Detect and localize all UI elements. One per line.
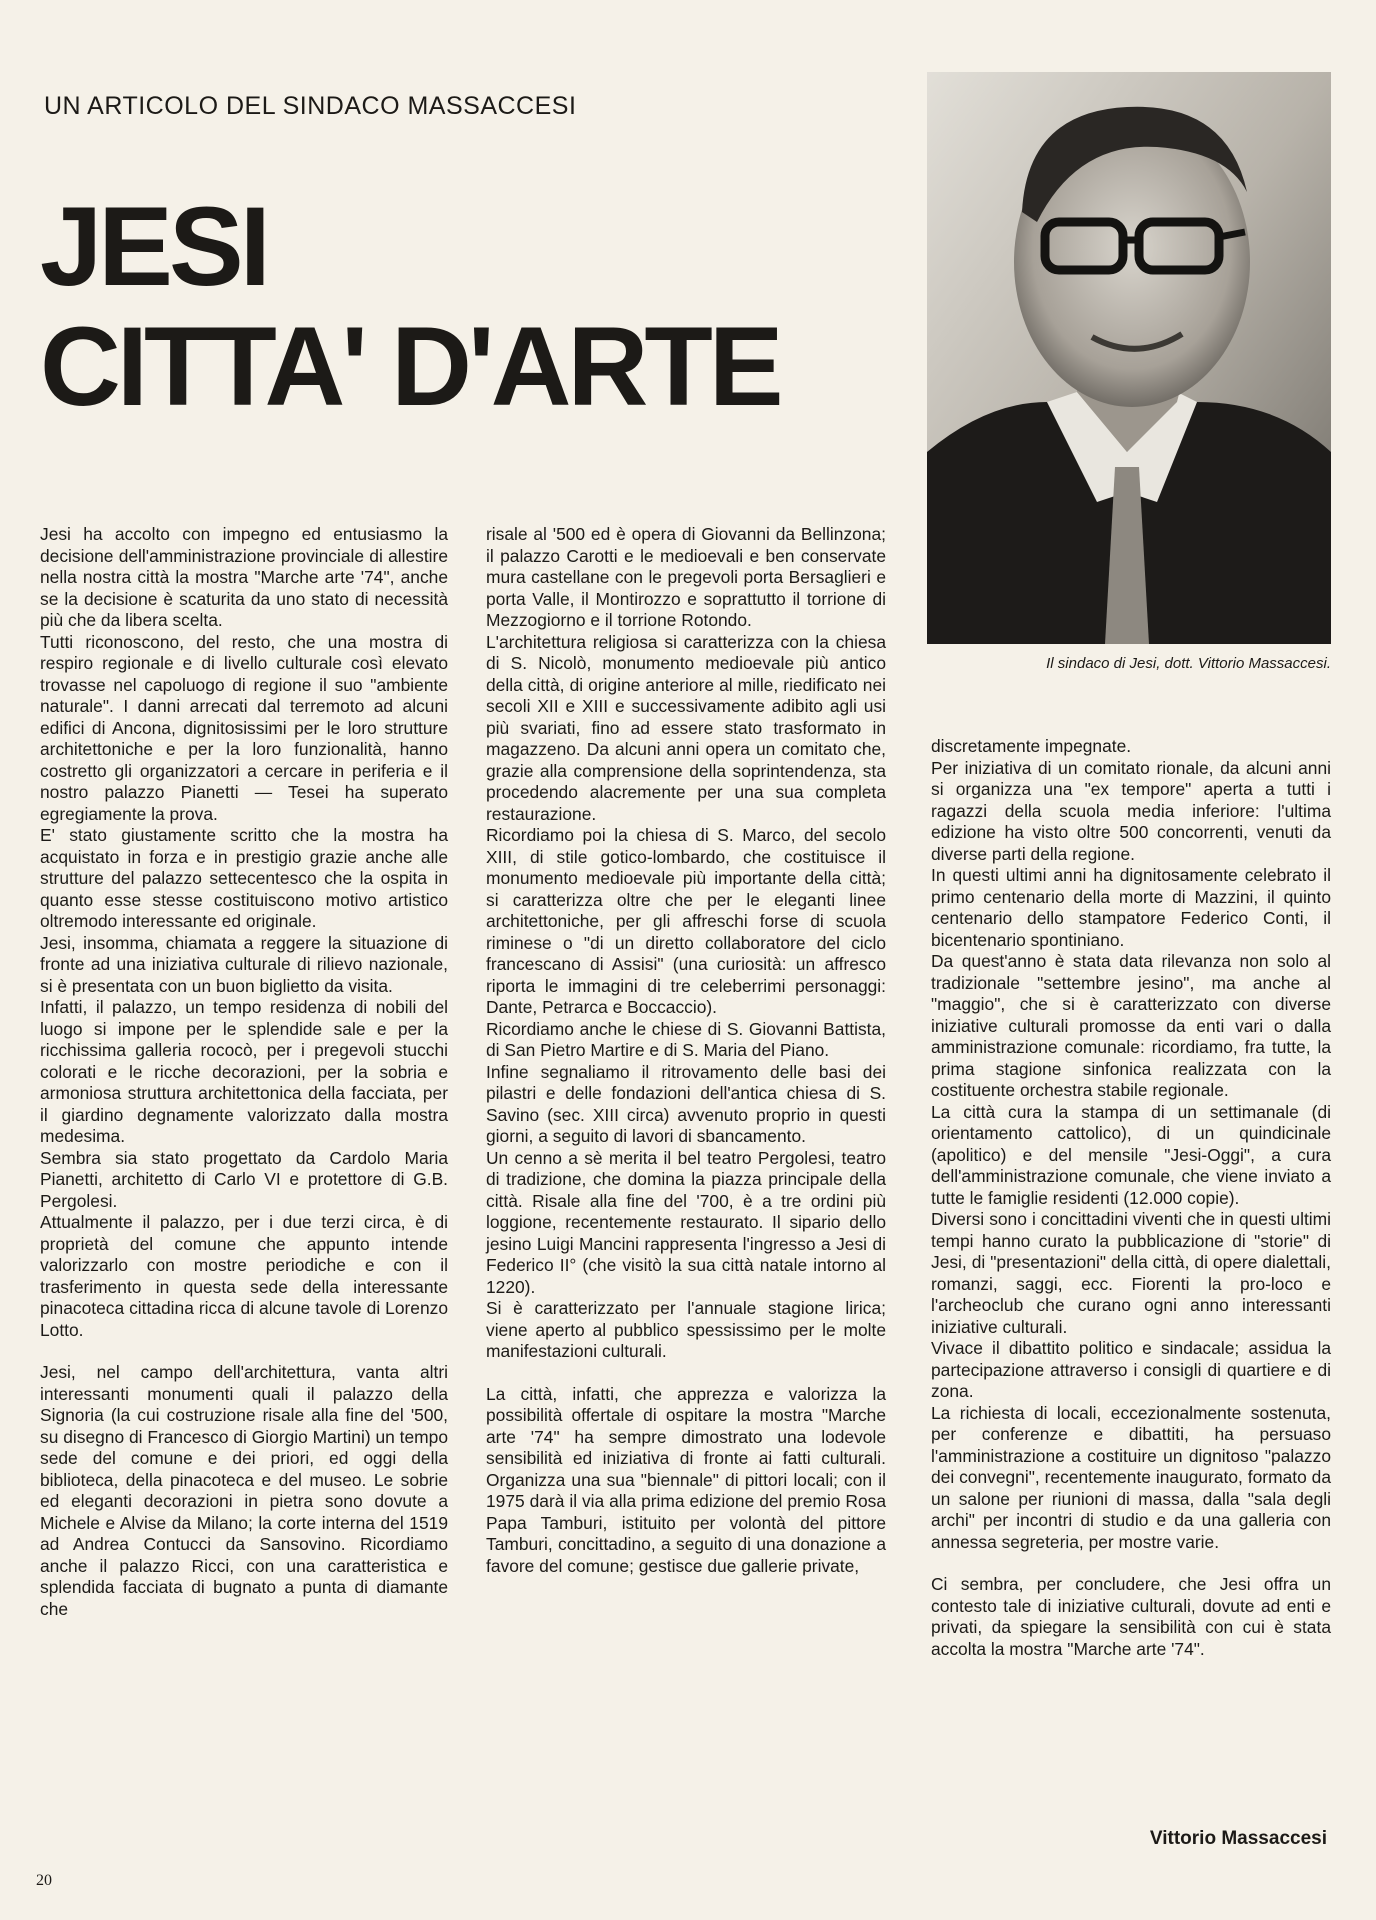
mayor-portrait-photo [927, 72, 1331, 644]
paragraph: Da quest'anno è stata data rilevanza non solo al tradizionale "settembre jesino", ma anche al "maggio", che si è caratterizzato con diverse iniziative culturali promosse da enti vari o dalla amministrazione comunale: ricordiamo, fra tutte, la prima stagione sinfonica realizzata con la costituente orchestra stabile regionale. [931, 951, 1331, 1100]
paragraph: Per iniziativa di un comitato rionale, da alcuni anni si organizza una "ex tempore" aperta a tutti i ragazzi della scuola media inferiore: l'ultima edizione ha visto oltre 500 concorrenti, venuti da diverse parti della regione. [931, 757, 1331, 864]
paragraph: L'architettura religiosa si caratterizza con la chiesa di S. Nicolò, monumento medioevale più antico della città, di origine anteriore al mille, riedificato nei secoli XII e XIII e successivamente adibito agli usi più svariati, fino ad essere stato trasformato in magazzeno. Da alcuni anni opera un comitato che, grazie alla comprensione della soprintendenza, sta procedendo alacremente per una sua completa restaurazione. [486, 631, 886, 824]
paragraph: Jesi ha accolto con impegno ed entusiasmo la decisione dell'amministrazione provinciale di allestire nella nostra città la mostra "Marche arte '74", anche se la decisione è scaturita da uno stato di necessità più che da libera scelta. [40, 524, 448, 630]
paragraph: Un cenno a sè merita il bel teatro Pergolesi, teatro di tradizione, che domina la piazza principale della città. Risale alla fine del '700, è a tre ordini più loggione, recentemente restaurato. Il sipario dello jesino Luigi Mancini rappresenta l'ingresso a Jesi di Federico II° (che visitò la sua città natale intorno al 1220). [486, 1147, 886, 1297]
paragraph: Ricordiamo anche le chiese di S. Giovanni Battista, di San Pietro Martire e di S. Maria del Piano. [486, 1018, 886, 1060]
article-column-3 [931, 736, 1331, 1660]
page-number: 20 [36, 1872, 52, 1889]
paragraph: La città, infatti, che apprezza e valorizza la possibilità offertale di ospitare la mostra "Marche arte '74" ha sempre dimostrato una lodevole sensibilità ed iniziativa di fronte ai fatti culturali. Organizza una sua "biennale" di pittori locali; con il 1975 darà il via alla prima edizione del premio Rosa Papa Tamburi, istituito per volontà del pittore Tamburi, concittadino, a seguito di una donazione a favore del comune; gestisce due gallerie private, [486, 1383, 886, 1576]
paragraph: In questi ultimi anni ha dignitosamente celebrato il primo centenario della morte di Mazzini, il quinto centenario dello stampatore Federico Conti, il bicentenario spontiniano. [931, 865, 1331, 950]
paragraph: La città cura la stampa di un settimanale (di orientamento cattolico), di un quindicinale (apolitico) e del mensile "Jesi-Oggi", a cura dell'amministrazione comunale, che viene inviato a tutte le famiglie residenti (12.000 copie). [931, 1101, 1331, 1208]
headline-line-1: JESI [40, 184, 267, 309]
headline-line-2: CITTA' D'ARTE [40, 304, 780, 430]
paragraph: Si è caratterizzato per l'annuale stagione lirica; viene aperto al pubblico spessissimo per le molte manifestazioni culturali. [486, 1298, 886, 1361]
paragraph: discretamente impegnate. [931, 736, 1132, 756]
photo-caption: Il sindaco di Jesi, dott. Vittorio Massaccesi. [1046, 655, 1331, 672]
paragraph: Infine segnaliamo il ritrovamento delle basi dei pilastri e delle fondazioni dell'antica chiesa di S. Savino (sec. XIII circa) avvenuto proprio in questi giorni, a seguito di lavori di sbancamento. [486, 1061, 886, 1146]
paragraph: risale al '500 ed è opera di Giovanni da Bellinzona; il palazzo Carotti e le medioevali e ben conservate mura castellane con le pregevoli porta Bersaglieri e porta Valle, il Montirozzo e soprattutto il torrione di Mezzogiorno e il torrione Rotondo. [486, 524, 886, 630]
article-headline [40, 184, 920, 430]
paragraph: Jesi, insomma, chiamata a reggere la situazione di fronte ad una iniziativa culturale di rilievo nazionale, si è presentata con un buon biglietto da visita. [40, 932, 448, 996]
author-signature: Vittorio Massaccesi [1149, 1828, 1327, 1849]
paragraph: Jesi, nel campo dell'architettura, vanta altri interessanti monumenti quali il palazzo della Signoria (la cui costruzione risale alla fine del '500, su disegno di Francesco di Giorgio Martini) un tempo sede del comune e dei priori, ed oggi della biblioteca, della pinacoteca e del museo. Le sobrie ed eleganti decorazioni in pietra sono dovute a Michele e Alvise da Milano; la corte interna del 1519 ad Andrea Contucci da Sansovino. Ricordiamo anche il palazzo Ricci, con una caratteristica e splendida facciata di bugnato a punta di diamante che [40, 1362, 448, 1619]
paragraph: Vivace il dibattito politico e sindacale; assidua la partecipazione attraverso i consigli di quartiere e di zona. [931, 1338, 1331, 1401]
paragraph: Infatti, il palazzo, un tempo residenza di nobili del luogo si impone per le splendide sale e per la ricchissima galleria rococò, per i pregevoli stucchi colorati e le ricche decorazioni, per la sobria e armoniosa struttura architettonica della facciata, per il giardino degnamente valorizzato dalla mostra medesima. [40, 997, 448, 1146]
paragraph: E' stato giustamente scritto che la mostra ha acquistato in forza e in prestigio grazie anche alle strutture del palazzo settecentesco che la ospita in quanto esse stesse costituiscono motivo artistico oltremodo interessante ed originale. [40, 825, 448, 931]
paragraph: Sembra sia stato progettato da Cardolo Maria Pianetti, architetto di Carlo VI e protettore di G.B. Pergolesi. [40, 1147, 448, 1211]
article-column-1 [40, 524, 448, 1620]
article-column-2 [486, 524, 886, 1577]
paragraph: Diversi sono i concittadini viventi che in questi ultimi tempi hanno curato la pubblicazione di "storie" di Jesi, di "presentazioni" della città, di opere dialettali, romanzi, saggi, ecc. Fiorenti la pro-loco e l'archeoclub che curano ogni anno interessanti iniziative culturali. [931, 1209, 1331, 1337]
paragraph: Attualmente il palazzo, per i due terzi circa, è di proprietà del comune che appunto intende valorizzarlo con mostre periodiche e con il trasferimento in questa sede della interessante pinacoteca cittadina ricca di alcune tavole di Lorenzo Lotto. [40, 1212, 448, 1340]
article-kicker: UN ARTICOLO DEL SINDACO MASSACCESI [44, 92, 577, 120]
paragraph: Ci sembra, per concludere, che Jesi offra un contesto tale di iniziative culturali, dovute ad enti e privati, da spiegare la sensibilità con cui è stata accolta la mostra "Marche arte '74". [931, 1574, 1331, 1659]
paragraph: Ricordiamo poi la chiesa di S. Marco, del secolo XIII, di stile gotico-lombardo, che costituisce il monumento medioevale più importante della città; si caratterizza oltre che per le eleganti linee architettoniche, per gli affreschi forse di scuola riminese o "di un diretto collaboratore del ciclo francescano di Assisi" (una curiosità: un affresco riporta le immagini di tre celeberrimi personaggi: Dante, Petrarca e Boccaccio). [486, 825, 886, 1017]
paragraph: Tutti riconoscono, del resto, che una mostra di respiro regionale e di livello culturale così elevato trovasse nel capoluogo di regione il suo "ambiente naturale". I danni arrecati dal terremoto ad alcuni edifici di Ancona, dignitosissimi per le loro strutture architettoniche e per la loro funzionalità, hanno costretto gli organizzatori a cercare in periferia e il nostro palazzo Pianetti — Tesei ha superato egregiamente la prova. [40, 631, 448, 824]
paragraph: La richiesta di locali, eccezionalmente sostenuta, per conferenze e dibattiti, ha persuaso l'amministrazione a costituire un dignitoso "palazzo dei convegni", recentemente inaugurato, formato da un salone per riunioni di massa, dalla "sala degli archi" per incontri di studio e da una galleria con annessa segreteria, per mostre varie. [931, 1402, 1331, 1552]
